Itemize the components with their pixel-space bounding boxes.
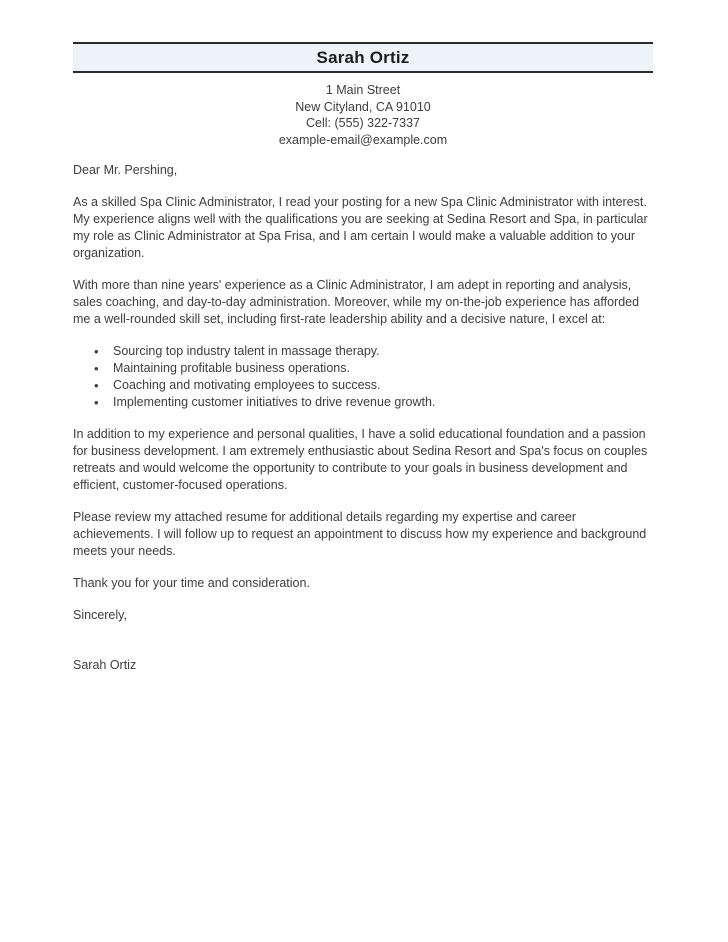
skill-item-1: [73, 343, 653, 360]
skill-item-4: [73, 394, 653, 411]
letter-header: [73, 42, 653, 148]
skill-item-2: [73, 360, 653, 377]
applicant-name: Sarah Ortiz: [316, 48, 410, 67]
contact-line-street: 1 Main Street: [325, 83, 401, 97]
signature-name: Sarah Ortiz: [73, 658, 137, 672]
name-band: [73, 42, 653, 73]
skill-item-text: Maintaining profitable business operations.: [113, 361, 350, 375]
intro-paragraph-2: With more than nine years' experience as a Clinic Administrator, I am adept in reporting and analysis, sales coaching, and day-to-day administration. Moreover, while my on-the-job experience has afforded me a well-rounded skill set, including first-rate leadership ability and a decisive nature, I excel at:: [73, 278, 640, 326]
skill-item-text: Implementing customer initiatives to drive revenue growth.: [113, 395, 436, 409]
bullet-icon: •: [94, 344, 99, 359]
valediction: Sincerely,: [73, 608, 127, 622]
contact-line-city: New Cityland, CA 91010: [295, 99, 431, 114]
bullet-icon: •: [94, 361, 99, 376]
closing-paragraph-3: Thank you for your time and consideration.: [73, 576, 310, 590]
skill-item-3: [73, 377, 653, 394]
bullet-icon: •: [94, 395, 99, 410]
contact-info: [73, 82, 653, 148]
closing-paragraph-2: Please review my attached resume for additional details regarding my expertise and career achievements. I will follow up to request an appointment to discuss how my experience and background meets your needs.: [73, 510, 647, 558]
skills-list: [73, 343, 653, 411]
intro-paragraph-1: As a skilled Spa Clinic Administrator, I read your posting for a new Spa Clinic Administrator with interest. My experience aligns well with the qualifications you are seeking at Sedina Resort and Spa, in particular my role as Clinic Administrator at Spa Frisa, and I am certain I would make a valuable addition to your organization.: [73, 195, 648, 260]
bullet-icon: •: [94, 378, 99, 393]
salutation: Dear Mr. Pershing,: [73, 163, 178, 177]
skill-item-text: Coaching and motivating employees to success.: [113, 378, 381, 392]
skill-item-text: Sourcing top industry talent in massage therapy.: [113, 344, 380, 358]
contact-line-email: example-email@example.com: [278, 132, 448, 147]
contact-line-phone: Cell: (555) 322-7337: [306, 116, 420, 130]
letter-body: [73, 162, 653, 674]
closing-paragraph-1: In addition to my experience and personal qualities, I have a solid educational foundation and a passion for business development. I am extremely enthusiastic about Sedina Resort and Spa's focus on couples retreats and would welcome the opportunity to contribute to your goals in business development and efficient, customer-focused operations.: [73, 427, 648, 492]
